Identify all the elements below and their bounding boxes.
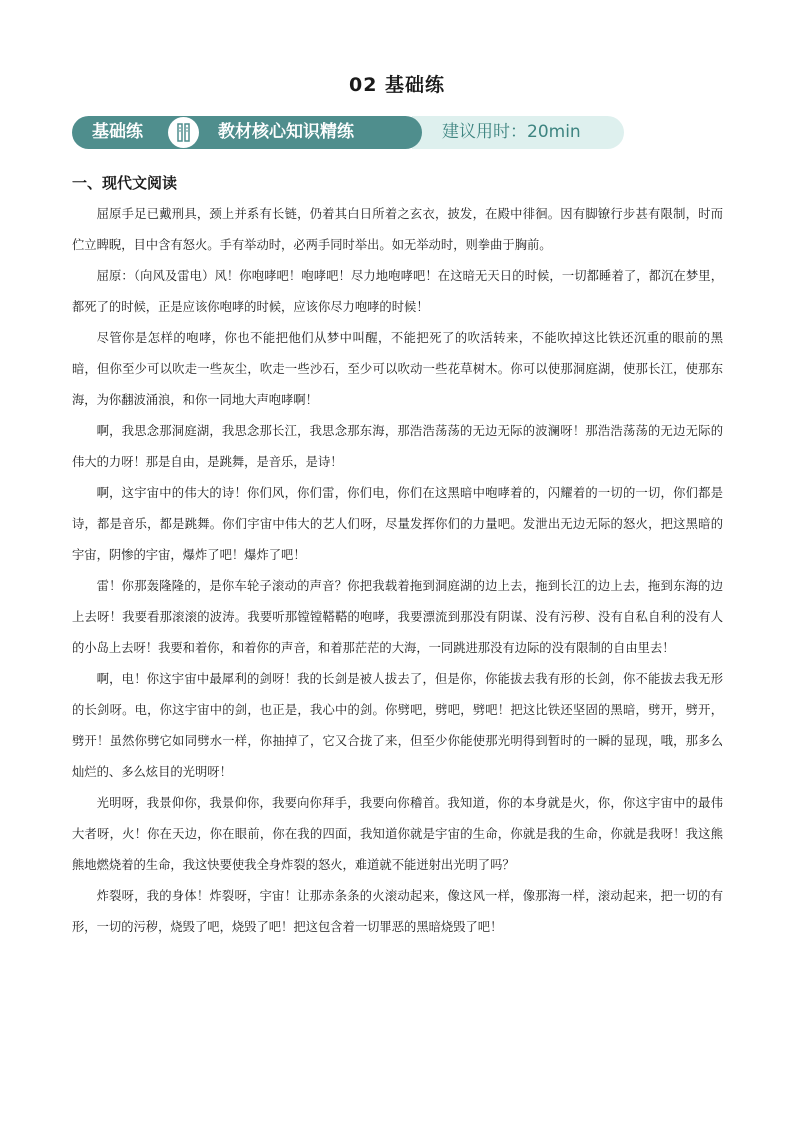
banner-tag: 基础练 xyxy=(92,122,143,142)
suggested-time: 建议用时：20min xyxy=(442,122,581,142)
paragraph: 屈原手足已戴刑具，颈上并系有长链，仍着其白日所着之玄衣，披发，在殿中徘徊。因有脚镣行步甚有限制，时而伫立睥睨，目中含有怒火。手有举动时，必两手同时举出。如无举动时，则拳曲于胸前。 xyxy=(72,207,723,252)
section-heading: 一、现代文阅读 xyxy=(72,174,178,192)
page-title: 02 基础练 xyxy=(348,74,446,96)
paragraph: 啊，这宇宙中的伟大的诗！你们风，你们雷，你们电，你们在这黑暗中咆哮着的，闪耀着的一切的一切，你们都是诗，都是音乐，都是跳舞。你们宇宙中伟大的艺人们呀，尽量发挥你们的力量吧。发泄出无边无际的怒火，把这黑暗的宇宙，阴惨的宇宙，爆炸了吧！爆炸了吧！ xyxy=(72,486,723,562)
banner-topic: 教材核心知识精练 xyxy=(218,122,354,142)
paragraph: 炸裂呀，我的身体！炸裂呀，宇宙！让那赤条条的火滚动起来，像这风一样，像那海一样，滚动起来，把一切的有形，一切的污秽，烧毁了吧，烧毁了吧！把这包含着一切罪恶的黑暗烧毁了吧！ xyxy=(72,889,723,934)
paragraph: 屈原：（向风及雷电）风！你咆哮吧！咆哮吧！尽力地咆哮吧！在这暗无天日的时候，一切都睡着了，都沉在梦里，都死了的时候，正是应该你咆哮的时候，应该你尽力咆哮的时候！ xyxy=(72,269,723,314)
paragraph: 光明呀，我景仰你，我景仰你，我要向你拜手，我要向你稽首。我知道，你的本身就是火，你，你这宇宙中的最伟大者呀，火！你在天边，你在眼前，你在我的四面，我知道你就是宇宙的生命，你就是我的生命，你就是我呀！我这熊熊地燃烧着的生命，我这快要使我全身炸裂的怒火，难道就不能迸射出光明了吗？ xyxy=(72,796,723,872)
paragraph: 啊，我思念那洞庭湖，我思念那长江，我思念那东海，那浩浩荡荡的无边无际的波澜呀！那浩浩荡荡的无边无际的伟大的力呀！那是自由，是跳舞，是音乐，是诗！ xyxy=(72,424,723,469)
paragraph: 尽管你是怎样的咆哮，你也不能把他们从梦中叫醒，不能把死了的吹活转来，不能吹掉这比铁还沉重的眼前的黑暗，但你至少可以吹走一些灰尘，吹走一些沙石，至少可以吹动一些花草树木。你可以使那洞庭湖，使那长江，使那东海，为你翻波涌浪，和你一同地大声咆哮啊！ xyxy=(72,331,723,407)
reading-passage xyxy=(72,199,723,943)
paragraph: 雷！你那轰隆隆的，是你车轮子滚动的声音？你把我载着拖到洞庭湖的边上去，拖到长江的边上去，拖到东海的边上去呀！我要看那滚滚的波涛。我要听那镗镗鞳鞳的咆哮，我要漂流到那没有阴谋、没有污秽、没有自私自利的没有人的小岛上去呀！我要和着你，和着你的声音，和着那茫茫的大海，一同跳进那没有边际的没有限制的自由里去！ xyxy=(72,579,723,655)
book-icon xyxy=(168,117,199,148)
section-banner xyxy=(72,116,624,149)
paragraph: 啊，电！你这宇宙中最犀利的剑呀！我的长剑是被人拔去了，但是你，你能拔去我有形的长剑，你不能拔去我无形的长剑呀。电，你这宇宙中的剑，也正是，我心中的剑。你劈吧，劈吧，劈吧！把这比铁还坚固的黑暗，劈开，劈开，劈开！虽然你劈它如同劈水一样，你抽掉了，它又合拢了来，但至少你能使那光明得到暂时的一瞬的显现，哦，那多么灿烂的、多么炫目的光明呀！ xyxy=(72,672,723,779)
